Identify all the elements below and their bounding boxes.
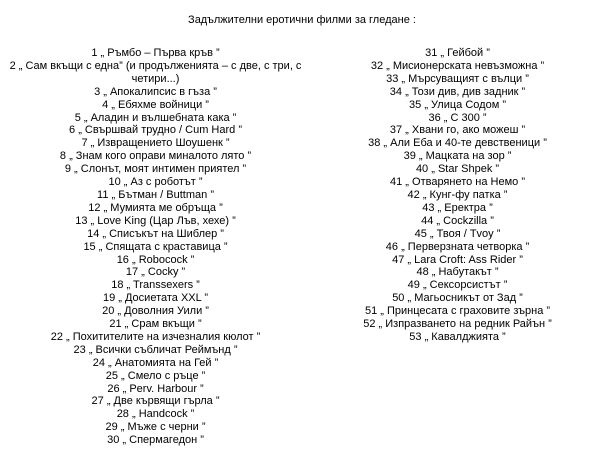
list-item: 49 „ Сексорсистът ” <box>407 279 508 292</box>
page-title: Задължителни еротични филми за гледане : <box>188 14 416 26</box>
list-item: 7 „ Извращението Шоушенк ” <box>81 137 230 150</box>
list-item: 40 „ Star Shpek ” <box>415 163 500 176</box>
list-item: 43 „ Еректра ” <box>422 201 493 214</box>
list-item: 52 „ Изпразването на редник Райън ” <box>363 318 552 331</box>
list-item: 51 „ Принцесата с граховите зърна ” <box>364 305 551 318</box>
list-item: 1 „ Ръмбо – Първа кръв ” <box>91 47 220 59</box>
list-item: 34 „ Този див, див задник ” <box>389 85 526 98</box>
list-item: 29 „ Мъже с черни ” <box>105 421 206 434</box>
list-item: 4 „ Ебяхме войници ” <box>102 98 209 111</box>
list-item: 28 „ Handcock ” <box>116 408 195 421</box>
list-item: 15 „ Спящата с краставица ” <box>83 240 228 253</box>
film-list-left-column <box>0 47 311 447</box>
list-item: 16 „ Robocock ” <box>116 253 195 266</box>
list-item: 11 „ Бътман / Buttman ” <box>97 188 214 201</box>
list-item: 37 „ Хвани го, ако можеш ” <box>389 124 526 137</box>
list-item: 31 „ Гейбой ” <box>425 47 490 59</box>
list-item: 44 „ Cockzilla ” <box>421 214 494 227</box>
list-item: 21 „ Срам вкъщи ” <box>109 318 202 331</box>
list-item: 22 „ Похитителите на изчезналия кюлот ” <box>50 330 261 343</box>
list-item: 48 „ Набутакът ” <box>416 266 499 279</box>
list-item: 26 „ Perv. Harbour ” <box>107 382 204 395</box>
list-item: 13 „ Love King (Цар Лъв, хехе) ” <box>75 214 236 227</box>
list-item: 12 „ Мумията ме обръща ” <box>88 201 223 214</box>
list-item: 17 „ Cocky ” <box>125 266 186 279</box>
film-list <box>0 47 604 447</box>
list-item: 33 „ Мърсуващият с вълци ” <box>386 72 529 85</box>
list-item: 3 „ Апокалипсис в гъза ” <box>94 85 217 98</box>
list-item: 14 „ Списъкът на Шиблер ” <box>87 227 224 240</box>
list-item: 18 „ Transsexers ” <box>111 279 200 292</box>
list-item: 42 „ Кунг-фу патка ” <box>407 188 508 201</box>
list-item: 10 „ Аз с роботът ” <box>108 176 203 189</box>
list-item: 32 „ Мисионерската невъзможна ” <box>370 59 545 72</box>
list-item: 46 „ Перверзната четворка ” <box>385 240 530 253</box>
list-item: 25 „ Смело с ръце ” <box>105 369 206 382</box>
list-item: 20 „ Доволния Уили ” <box>102 305 209 318</box>
list-item: 2 „ Сам вкъщи с една” (и продълженията – с две, с три, с четири...) <box>9 59 302 85</box>
list-item: 47 „ Lara Croft: Ass Rider ” <box>392 253 523 266</box>
list-item: 45 „ Твоя / Tvoy ” <box>414 227 501 240</box>
list-item: 6 „ Свършвай трудно / Cum Hard ” <box>69 124 242 137</box>
list-item: 5 „ Аладин и вълшебната кака ” <box>74 111 237 124</box>
film-list-right-column <box>311 47 604 344</box>
list-item: 35 „ Улица Содом ” <box>409 98 506 111</box>
list-item: 30 „ Спермагедон ” <box>107 434 204 447</box>
list-item: 27 „ Две кървящи гърла ” <box>91 395 220 408</box>
list-item: 36 „ С 300 ” <box>428 111 487 124</box>
list-item: 19 „ Досиетата XXL ” <box>102 292 209 305</box>
list-item: 8 „ Знам кого оправи миналото лято ” <box>59 150 252 163</box>
list-item: 24 „ Анатомията на Гей ” <box>92 356 219 369</box>
list-item: 53 „ Кавалджията ” <box>409 330 506 343</box>
list-item: 9 „ Слонът, моят интимен приятел ” <box>64 163 247 176</box>
list-item: 50 „ Магьосникът от Зад ” <box>392 292 523 305</box>
list-item: 39 „ Мацката на зор ” <box>403 150 512 163</box>
list-item: 38 „ Али Еба и 40-те девственици ” <box>368 137 547 150</box>
list-item: 23 „ Всички събличат Реймънд ” <box>73 343 238 356</box>
list-item: 41 „ Отварянето на Немо ” <box>390 176 526 189</box>
